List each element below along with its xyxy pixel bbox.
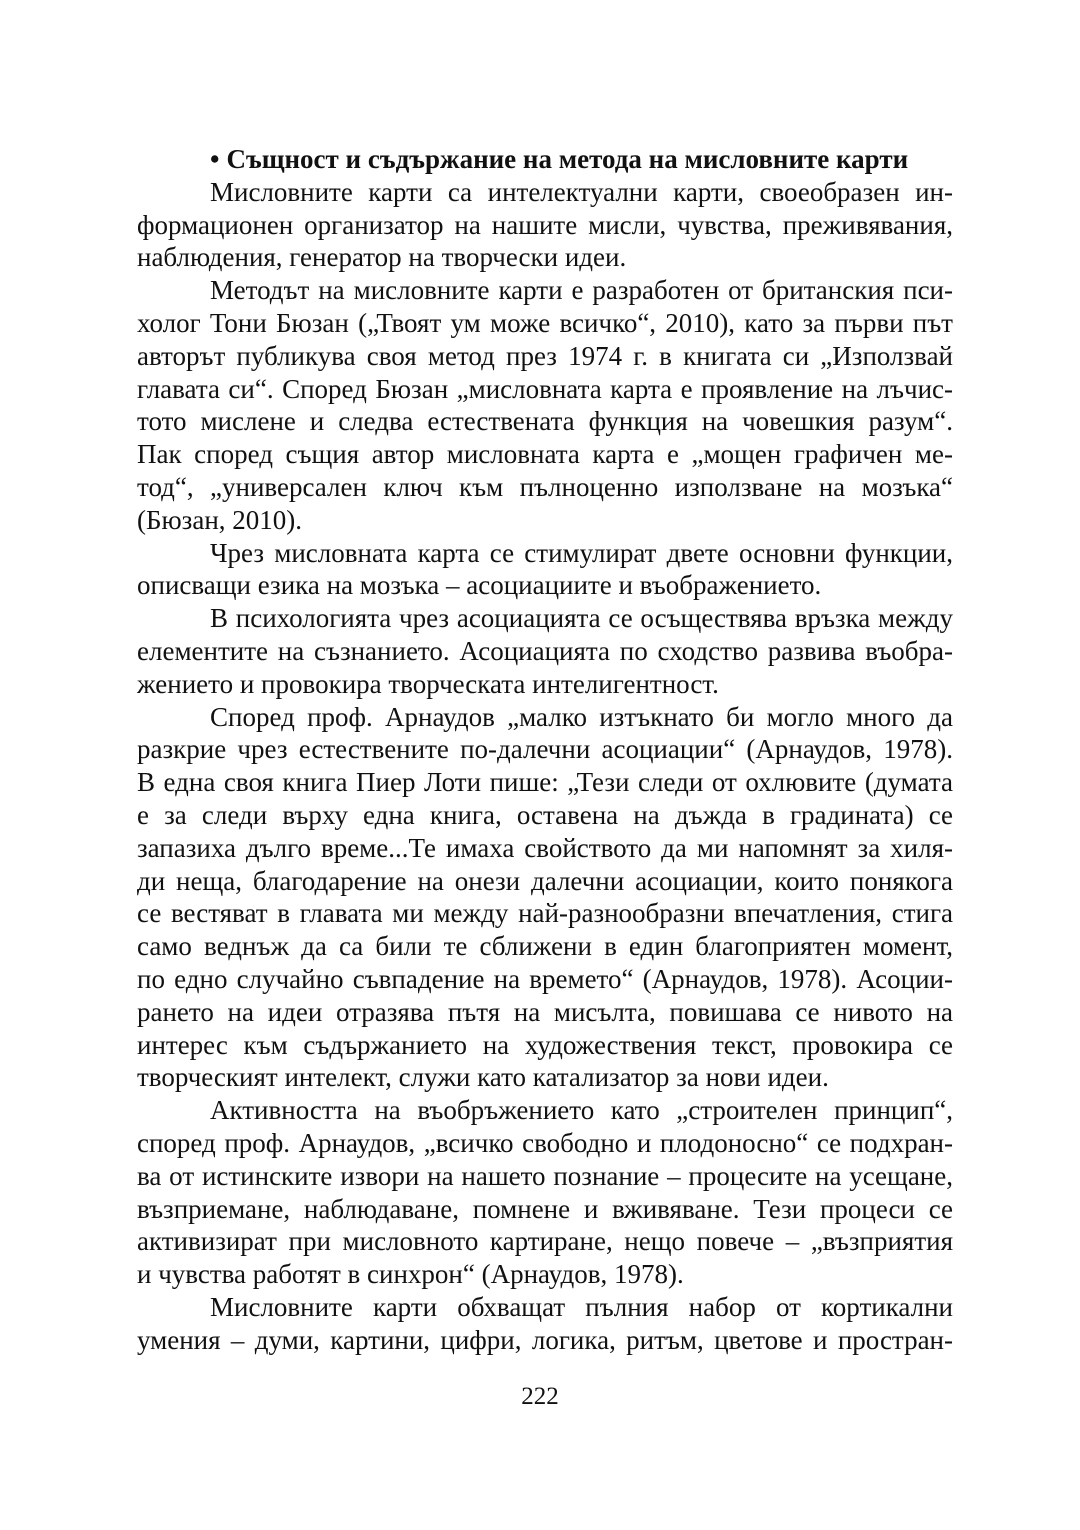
text-line: (Бюзан, 2010). xyxy=(137,504,303,535)
paragraph xyxy=(137,1291,953,1357)
text-line: Методът на мисловните карти е разработен от британския пси- xyxy=(210,275,953,306)
paragraph xyxy=(137,602,953,700)
text-line: елементите на съзнанието. Асоциацията по сходство развива въобра- xyxy=(137,635,953,666)
body-text xyxy=(137,143,953,1356)
text-line: Мисловните карти са интелектуални карти, своеобразен ин- xyxy=(210,176,953,207)
text-line: интерес към съдържанието на художествения текст, провокира се xyxy=(137,1029,953,1060)
text-line: Според проф. Арнаудов „малко изтъкнато би могло много да xyxy=(210,701,953,732)
text-line: Мисловните карти обхващат пълния набор от кортикални xyxy=(210,1291,953,1322)
text-line: тото мислене и следва естествената функция на човешкия разум“. xyxy=(137,406,953,437)
text-line: разкрие чрез естествените по-далечни асоциации“ (Арнаудов, 1978). xyxy=(137,734,953,765)
text-line: възприемане, наблюдаване, помнене и вживяване. Тези процеси се xyxy=(137,1193,953,1224)
text-line: активизират при мисловното картиране, нещо повече – „възприятия xyxy=(137,1226,953,1257)
section-heading-text: Същност и съдържание на метода на мисловните карти xyxy=(226,144,909,174)
text-line: рането на идеи отразява пътя на мисълта, повишава се нивото на xyxy=(137,996,953,1027)
paragraph xyxy=(137,701,953,1095)
page-number: 222 xyxy=(521,1383,559,1410)
text-line: и чувства работят в синхрон“ (Арнаудов, 1978). xyxy=(137,1259,684,1290)
text-line: тод“, „универсален ключ към пълноценно използване на мозъка“ xyxy=(137,471,953,502)
paragraph xyxy=(137,1094,953,1291)
text-line: според проф. Арнаудов, „всичко свободно и плодоносно“ се подхран- xyxy=(137,1127,953,1158)
text-line: умения – думи, картини, цифри, логика, ритъм, цветове и простран- xyxy=(137,1324,953,1355)
paragraphs xyxy=(137,176,953,1357)
text-line: главата си“. Според Бюзан „мисловната карта е проявление на лъчис- xyxy=(137,373,953,404)
text-line: творческият интелект, служи като катализатор за нови идеи. xyxy=(137,1062,829,1093)
text-line: формационен организатор на нашите мисли, чувства, преживявания, xyxy=(137,209,953,240)
text-line: по едно случайно съвпадение на времето“ (Арнаудов, 1978). Асоции- xyxy=(137,963,953,994)
text-line: В психологията чрез асоциацията се осъществява връзка между xyxy=(210,603,953,634)
paragraph xyxy=(137,176,953,274)
text-line: Чрез мисловната карта се стимулират двете основни функции, xyxy=(210,537,953,568)
text-line: Активността на въобръжението като „строителен принцип“, xyxy=(210,1095,953,1126)
paragraph xyxy=(137,274,953,536)
text-line: само веднъж да са били те сближени в един благоприятен момент, xyxy=(137,931,953,962)
text-line: Пак според същия автор мисловната карта е „мощен графичен ме- xyxy=(137,439,953,470)
text-line: холог Тони Бюзан („Твоят ум може всичко“, 2010), като за първи път xyxy=(137,307,953,338)
text-line: е за следи върху една книга, оставена на дъжда в градината) се xyxy=(137,799,953,830)
text-line: наблюдения, генератор на творчески идеи. xyxy=(137,242,627,273)
text-line: ди неща, благодарение на онези далечни асоциации, които понякога xyxy=(137,865,953,896)
text-line: жението и провокира творческата интелигентност. xyxy=(137,668,719,699)
paragraph xyxy=(137,537,953,603)
text-line: запазиха дълго време...Те имаха свойството да ми напомнят за хиля- xyxy=(137,832,953,863)
section-heading xyxy=(137,143,953,176)
text-line: ва от истинските извори на нашето познание – процесите на усещане, xyxy=(137,1160,953,1191)
text-line: описващи езика на мозъка – асоциациите и въображението. xyxy=(137,570,822,601)
text-line: авторът публикува своя метод през 1974 г. в книгата си „Използвай xyxy=(137,340,953,371)
bullet-icon: • xyxy=(210,144,220,174)
text-line: В една своя книга Пиер Лоти пише: „Тези следи от охлювите (думата xyxy=(137,767,953,798)
text-line: се вестяват в главата ми между най-разнообразни впечатления, стига xyxy=(137,898,953,929)
